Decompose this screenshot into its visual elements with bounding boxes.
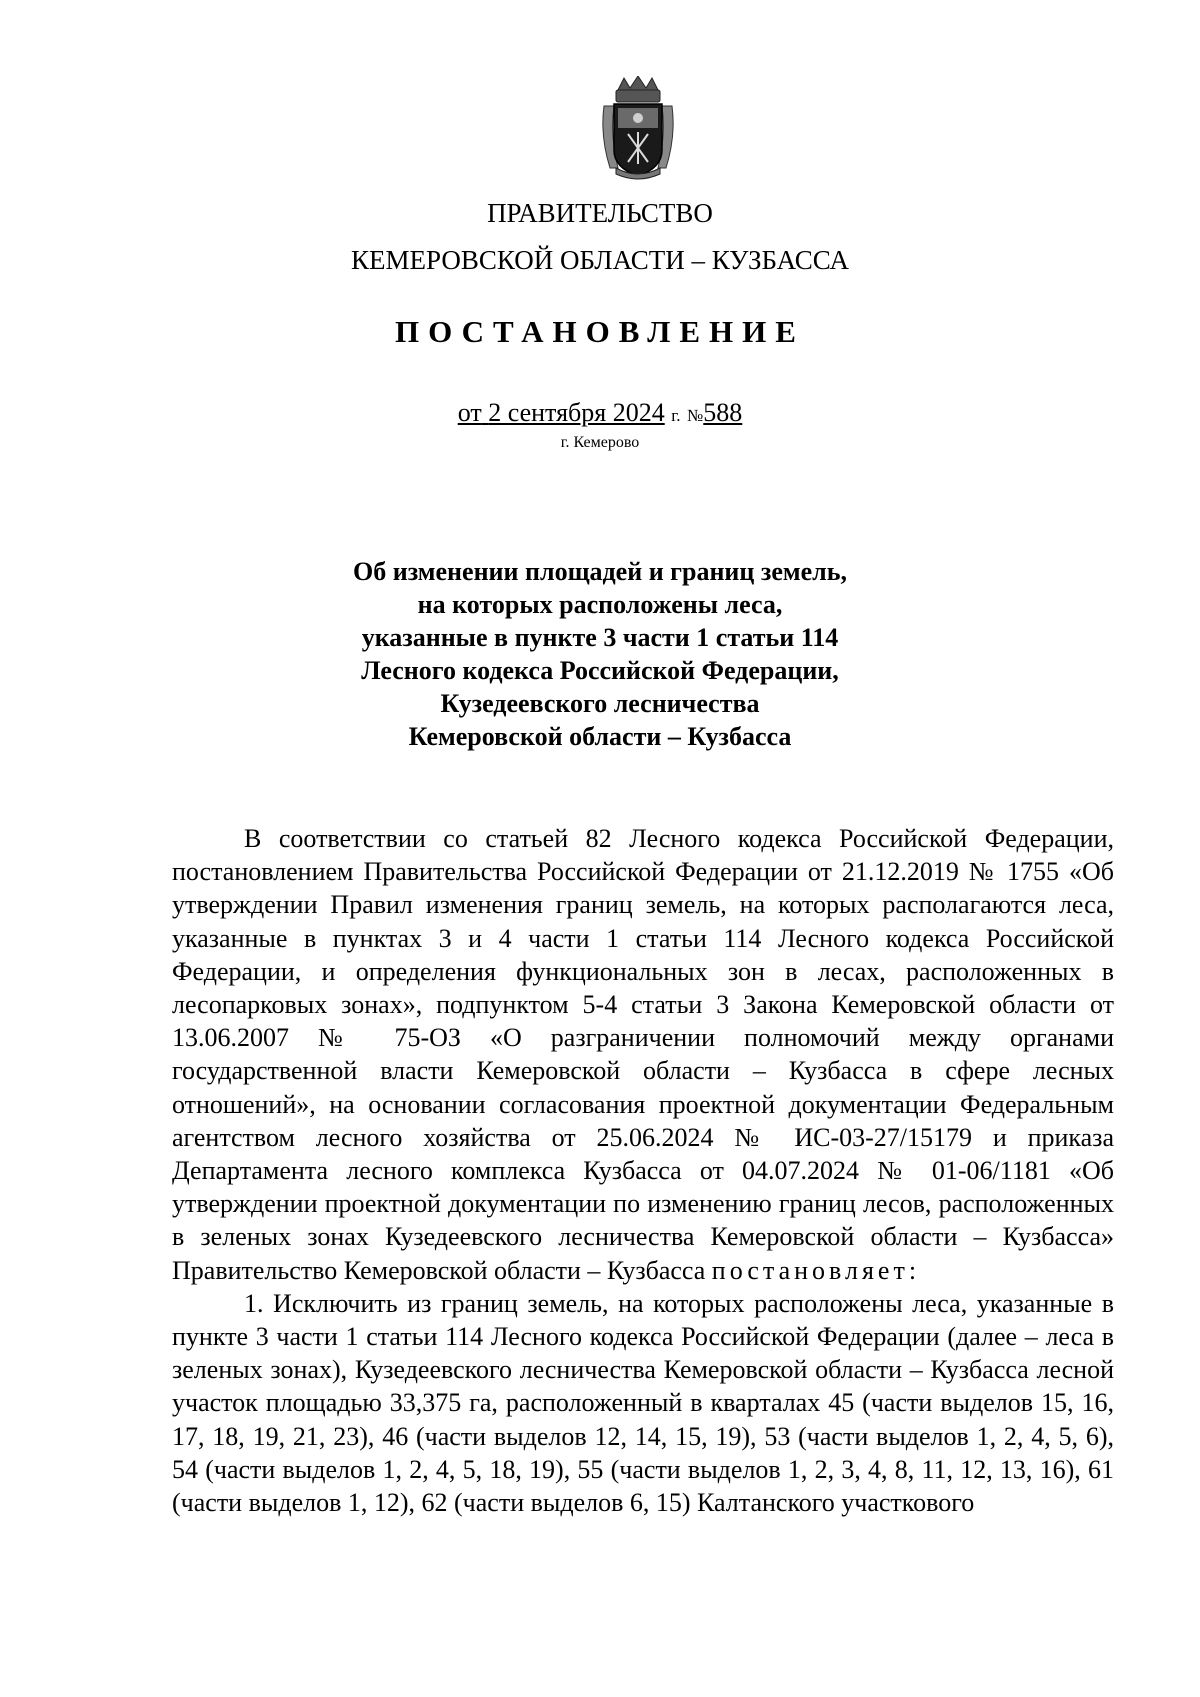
preamble-text: В соответствии со статьей 82 Лесного кодекса Российской Федерации, постановлением Правительства Российской Федерации от 21.12.2019 № 1755 «Об утверждении Правил изменения границ земель, на которых располагаются леса, указанные в пунктах 3 и 4 части 1 статьи 114 Лесного кодекса Российской Федерации, и определения функциональных зон в лесах, расположенных в лесопарковых зонах», подпунктом 5-4 статьи 3 Закона Кемеровской области от 13.06.2007 № 75-ОЗ «О разграничении полномочий между органами государственной власти Кемеровской области – Кузбасса в сфере лесных отношений», на основании согласования проектной документации Федеральным агентством лесного хозяйства от 25.06.2024 № ИС-03-27/15179 и приказа Департамента лесного комплекса Кузбасса от 04.07.2024 № 01-06/1181 «Об утверждении проектной документации по изменению границ лесов, расположенных в зеленых зонах Кузедеевского лесничества Кемеровской области – Кузбасса» Правительство Кемеровской области – Кузбасса <box>172 824 1114 1285</box>
body-paragraph-preamble <box>172 822 1114 1287</box>
government-name-line2: КЕМЕРОВСКОЙ ОБЛАСТИ – КУЗБАССА <box>351 245 849 275</box>
date-number-line <box>0 398 1200 428</box>
preamble-verb: постановляет <box>711 1255 909 1285</box>
coat-of-arms-emblem <box>598 76 678 180</box>
number-sign: № <box>687 406 704 425</box>
body-paragraph-item-1: 1. Исключить из границ земель, на которых расположены леса, указанные в пункте 3 части 1 статьи 114 Лесного кодекса Российской Федерации (далее – леса в зеленых зонах), Кузедеевского лесничества Кемеровской области – Кузбасса лесной участок площадью 33,375 га, расположенный в кварталах 45 (части выделов 15, 16, 17, 18, 19, 21, 23), 46 (части выделов 12, 14, 15, 19), 53 (части выделов 1, 2, 4, 5, 6), 54 (части выделов 1, 2, 4, 5, 18, 19), 55 (части выделов 1, 2, 3, 4, 8, 11, 12, 13, 16), 61 (части выделов 1, 12), 62 (части выделов 6, 15) Калтанского участкового <box>172 1288 1114 1518</box>
document-body <box>172 822 1114 1519</box>
date-prefix: от <box>457 398 482 427</box>
title-line: Кузедеевского лесничества <box>440 689 760 718</box>
title-line: Об изменении площадей и границ земель, <box>353 557 847 586</box>
document-type-title: ПОСТАНОВЛЕНИЕ <box>395 314 805 349</box>
year-suffix: г. <box>671 406 681 425</box>
document-title <box>0 555 1200 753</box>
title-line: указанные в пункте 3 части 1 статьи 114 <box>361 623 839 652</box>
city-name: г. Кемерово <box>560 434 640 451</box>
title-line: Лесного кодекса Российской Федерации, <box>361 656 839 685</box>
preamble-end: : <box>908 1255 917 1285</box>
date-value: 2 сентября 2024 <box>488 398 665 427</box>
number-value: 588 <box>703 398 743 427</box>
title-line: Кемеровской области – Кузбасса <box>408 722 792 751</box>
title-line: на которых расположены леса, <box>417 590 783 619</box>
government-name-line1: ПРАВИТЕЛЬСТВО <box>487 198 713 228</box>
